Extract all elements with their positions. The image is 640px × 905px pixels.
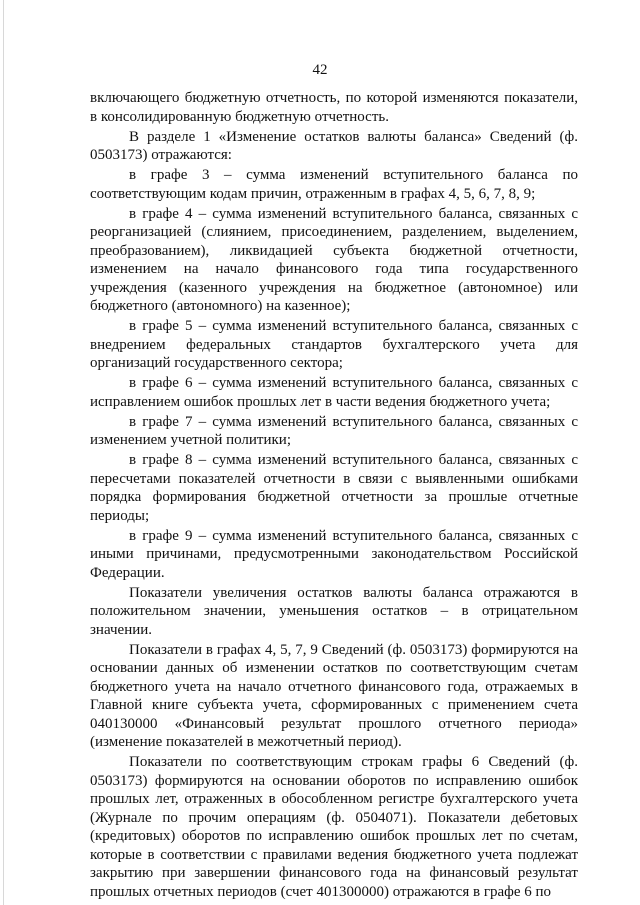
paragraph-column-6: в графе 6 – сумма изменений вступительного баланса, связанных с исправлением ошибок прошлых лет в части ведения бюджетного учета; [90, 375, 578, 410]
paragraph-column-4: в графе 4 – сумма изменений вступительного баланса, связанных с реорганизацией (слиянием, присоединением, разделением, выделением, преобразованием), ликвидацией субъекта бюджетной отчетности, изменением на начало финансового года типа государственного учреждения (казенного учреждения на бюджетное (автономное) или бюджетного (автономного) на казенное); [90, 205, 578, 314]
scan-edge-line [3, 0, 4, 905]
paragraph-column-8: в графе 8 – сумма изменений вступительного баланса, связанных с пересчетами показателей отчетности в связи с выявленными ошибками порядка формирования бюджетной отчетности за прошлые отчетные периоды; [90, 452, 578, 524]
paragraph-section-intro: В разделе 1 «Изменение остатков валюты баланса» Сведений (ф. 0503173) отражаются: [90, 128, 578, 163]
paragraph-sign-rules: Показатели увеличения остатков валюты баланса отражаются в положительном значении, уменьшения остатков – в отрицательном значении. [90, 584, 578, 638]
paragraph-column-7: в графе 7 – сумма изменений вступительного баланса, связанных с изменением учетной политики; [90, 413, 578, 448]
paragraph-continuation: включающего бюджетную отчетность, по которой изменяются показатели, в консолидированную бюджетную отчетность. [90, 90, 578, 125]
paragraph-column-3: в графе 3 – сумма изменений вступительного баланса по соответствующим кодам причин, отраженным в графах 4, 5, 6, 7, 8, 9; [90, 167, 578, 202]
paragraph-column-9: в графе 9 – сумма изменений вступительного баланса, связанных с иными причинами, предусмотренными законодательством Российской Федерации. [90, 527, 578, 581]
paragraph-columns-4-5-7-9: Показатели в графах 4, 5, 7, 9 Сведений (ф. 0503173) формируются на основании данных об изменении остатков по соответствующим счетам бюджетного учета на начало отчетного финансового года, отражаемых в Главной книге субъекта учета, сформированных с применением счета 040130000 «Финансовый результат прошлого отчетного периода» (изменение показателей в межотчетный период). [90, 641, 578, 750]
paragraph-column-5: в графе 5 – сумма изменений вступительного баланса, связанных с внедрением федеральных стандартов бухгалтерского учета для организаций государственного сектора; [90, 318, 578, 371]
paragraph-column-6-formation: Показатели по соответствующим строкам графы 6 Сведений (ф. 0503173) формируются на основании оборотов по исправлению ошибок прошлых лет, отраженных в обособленном регистре бухгалтерского учета (Журнале по прочим операциям (ф. 0504071). Показатели дебетовых (кредитовых) оборотов по исправлению ошибок прошлых лет по счетам, которые в соответствии с правилами ведения бюджетного учета подлежат закрытию при завершении финансового года на финансовый результат прошлых отчетных периодов (счет 401300000) отражаются в графе 6 по [90, 754, 578, 900]
document-body [90, 89, 578, 903]
page-number: 42 [312, 62, 328, 78]
